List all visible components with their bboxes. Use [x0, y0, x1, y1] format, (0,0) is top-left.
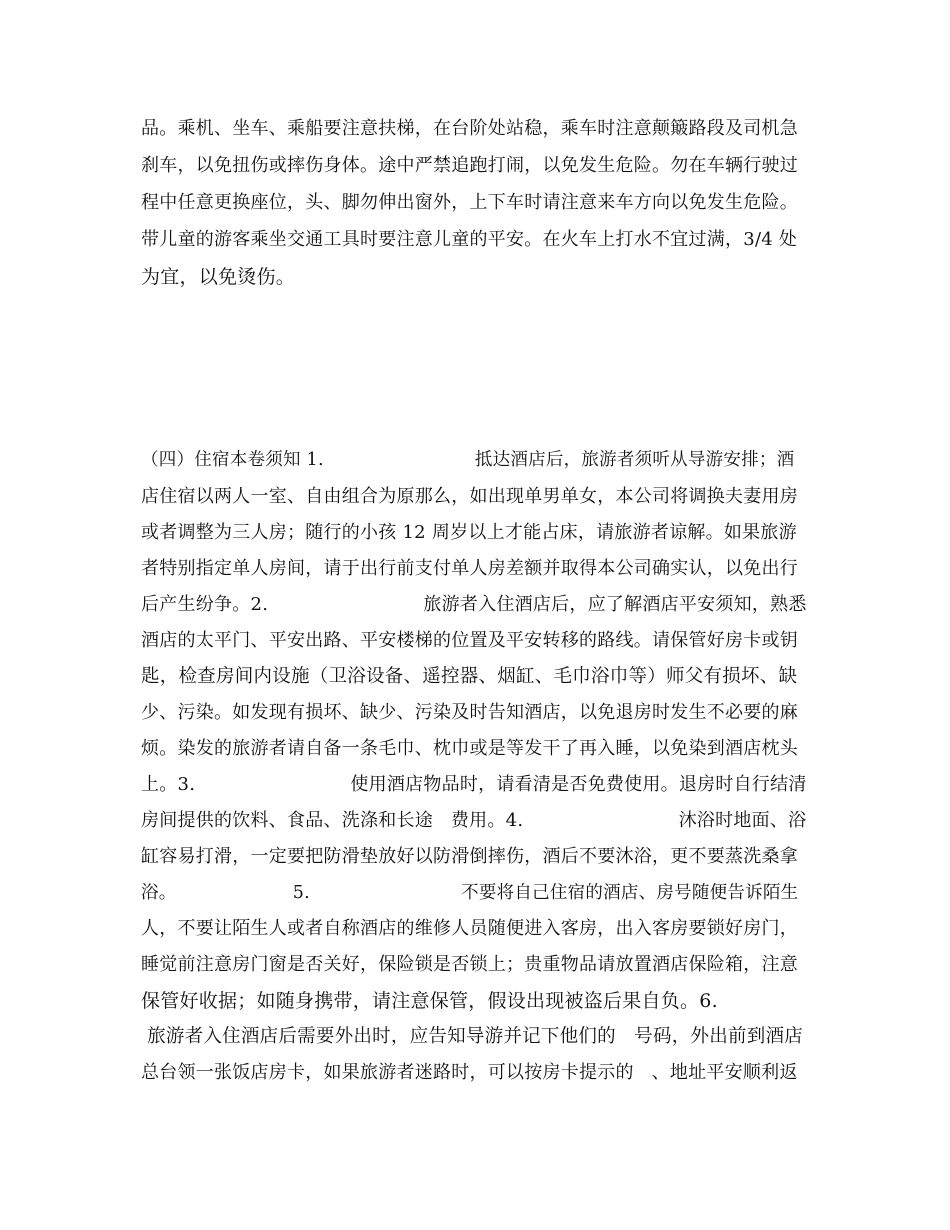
text-line: 匙，检查房间内设施（卫浴设备、遥控器、烟缸、毛巾浴巾等）师父有损坏、缺 [141, 666, 798, 687]
text-line: 房间提供的饮料、食品、洗涤和长途 费用。4. 沐浴时地面、浴 [141, 810, 807, 831]
text-line: 酒店的太平门、平安出路、平安楼梯的位置及平安转移的路线。请保管好房卡或钥 [141, 630, 798, 651]
text-line: 上。3. 使用酒店物品时，请看清是否免费使用。退房时自行结清 [141, 774, 807, 795]
text-line: 带儿童的游客乘坐交通工具时要注意儿童的平安。在火车上打水不宜过满，3/4 处 [141, 229, 798, 250]
text-line: 少、污染。如发现有损坏、缺少、污染及时告知酒店，以免退房时发生不必要的麻 [141, 702, 798, 723]
text-line: （四）住宿本卷须知 1. 抵达酒店后，旅游者须听从导游安排；酒 [141, 450, 795, 470]
text-line: 品。乘机、坐车、乘船要注意扶梯，在台阶处站稳，乘车时注意颠簸路段及司机急 [141, 118, 798, 139]
text-line: 旅游者入住酒店后需要外出时，应告知导游并记下他们的 号码，外出前到酒店 [141, 1026, 804, 1047]
text-line: 刹车，以免扭伤或摔伤身体。途中严禁追跑打闹，以免发生危险。勿在车辆行驶过 [141, 155, 798, 176]
text-line: 烦。染发的旅游者请自备一条毛巾、枕巾或是等发干了再入睡，以免染到酒店枕头 [141, 738, 798, 759]
text-line: 后产生纷争。2. 旅游者入住酒店后，应了解酒店平安须知，熟悉 [141, 594, 807, 615]
text-line: 或者调整为三人房；随行的小孩 12 周岁以上才能占床，请旅游者谅解。如果旅游 [141, 522, 797, 543]
text-line: 浴。 5. 不要将自己住宿的酒店、房号随便告诉陌生 [141, 883, 799, 903]
text-line: 为宜，以免烫伤。 [141, 266, 296, 288]
text-line: 总台领一张饭店房卡，如果旅游者迷路时，可以按房卡提示的 、地址平安顺利返 [141, 1062, 798, 1083]
text-line: 睡觉前注意房门窗是否关好，保险锁是否锁上；贵重物品请放置酒店保险箱，注意 [141, 954, 798, 975]
text-line: 店住宿以两人一室、自由组合为原那么，如出现单男单女，本公司将调换夫妻用房 [141, 486, 798, 507]
text-line: 人，不要让陌生人或者自称酒店的维修人员随便进入客房，出入客房要锁好房门， [141, 918, 798, 939]
text-line: 保管好收据；如随身携带，请注意保管，假设出现被盗后果自负。6. [141, 990, 718, 1012]
text-line: 者特别指定单人房间，请于出行前支付单人房差额并取得本公司确实认，以免出行 [141, 558, 798, 579]
text-line: 程中任意更换座位，头、脚勿伸出窗外，上下车时请注意来车方向以免发生危险。 [141, 192, 798, 213]
text-line: 缸容易打滑，一定要把防滑垫放好以防滑倒摔伤，酒后不要沐浴，更不要蒸洗桑拿 [141, 846, 798, 867]
